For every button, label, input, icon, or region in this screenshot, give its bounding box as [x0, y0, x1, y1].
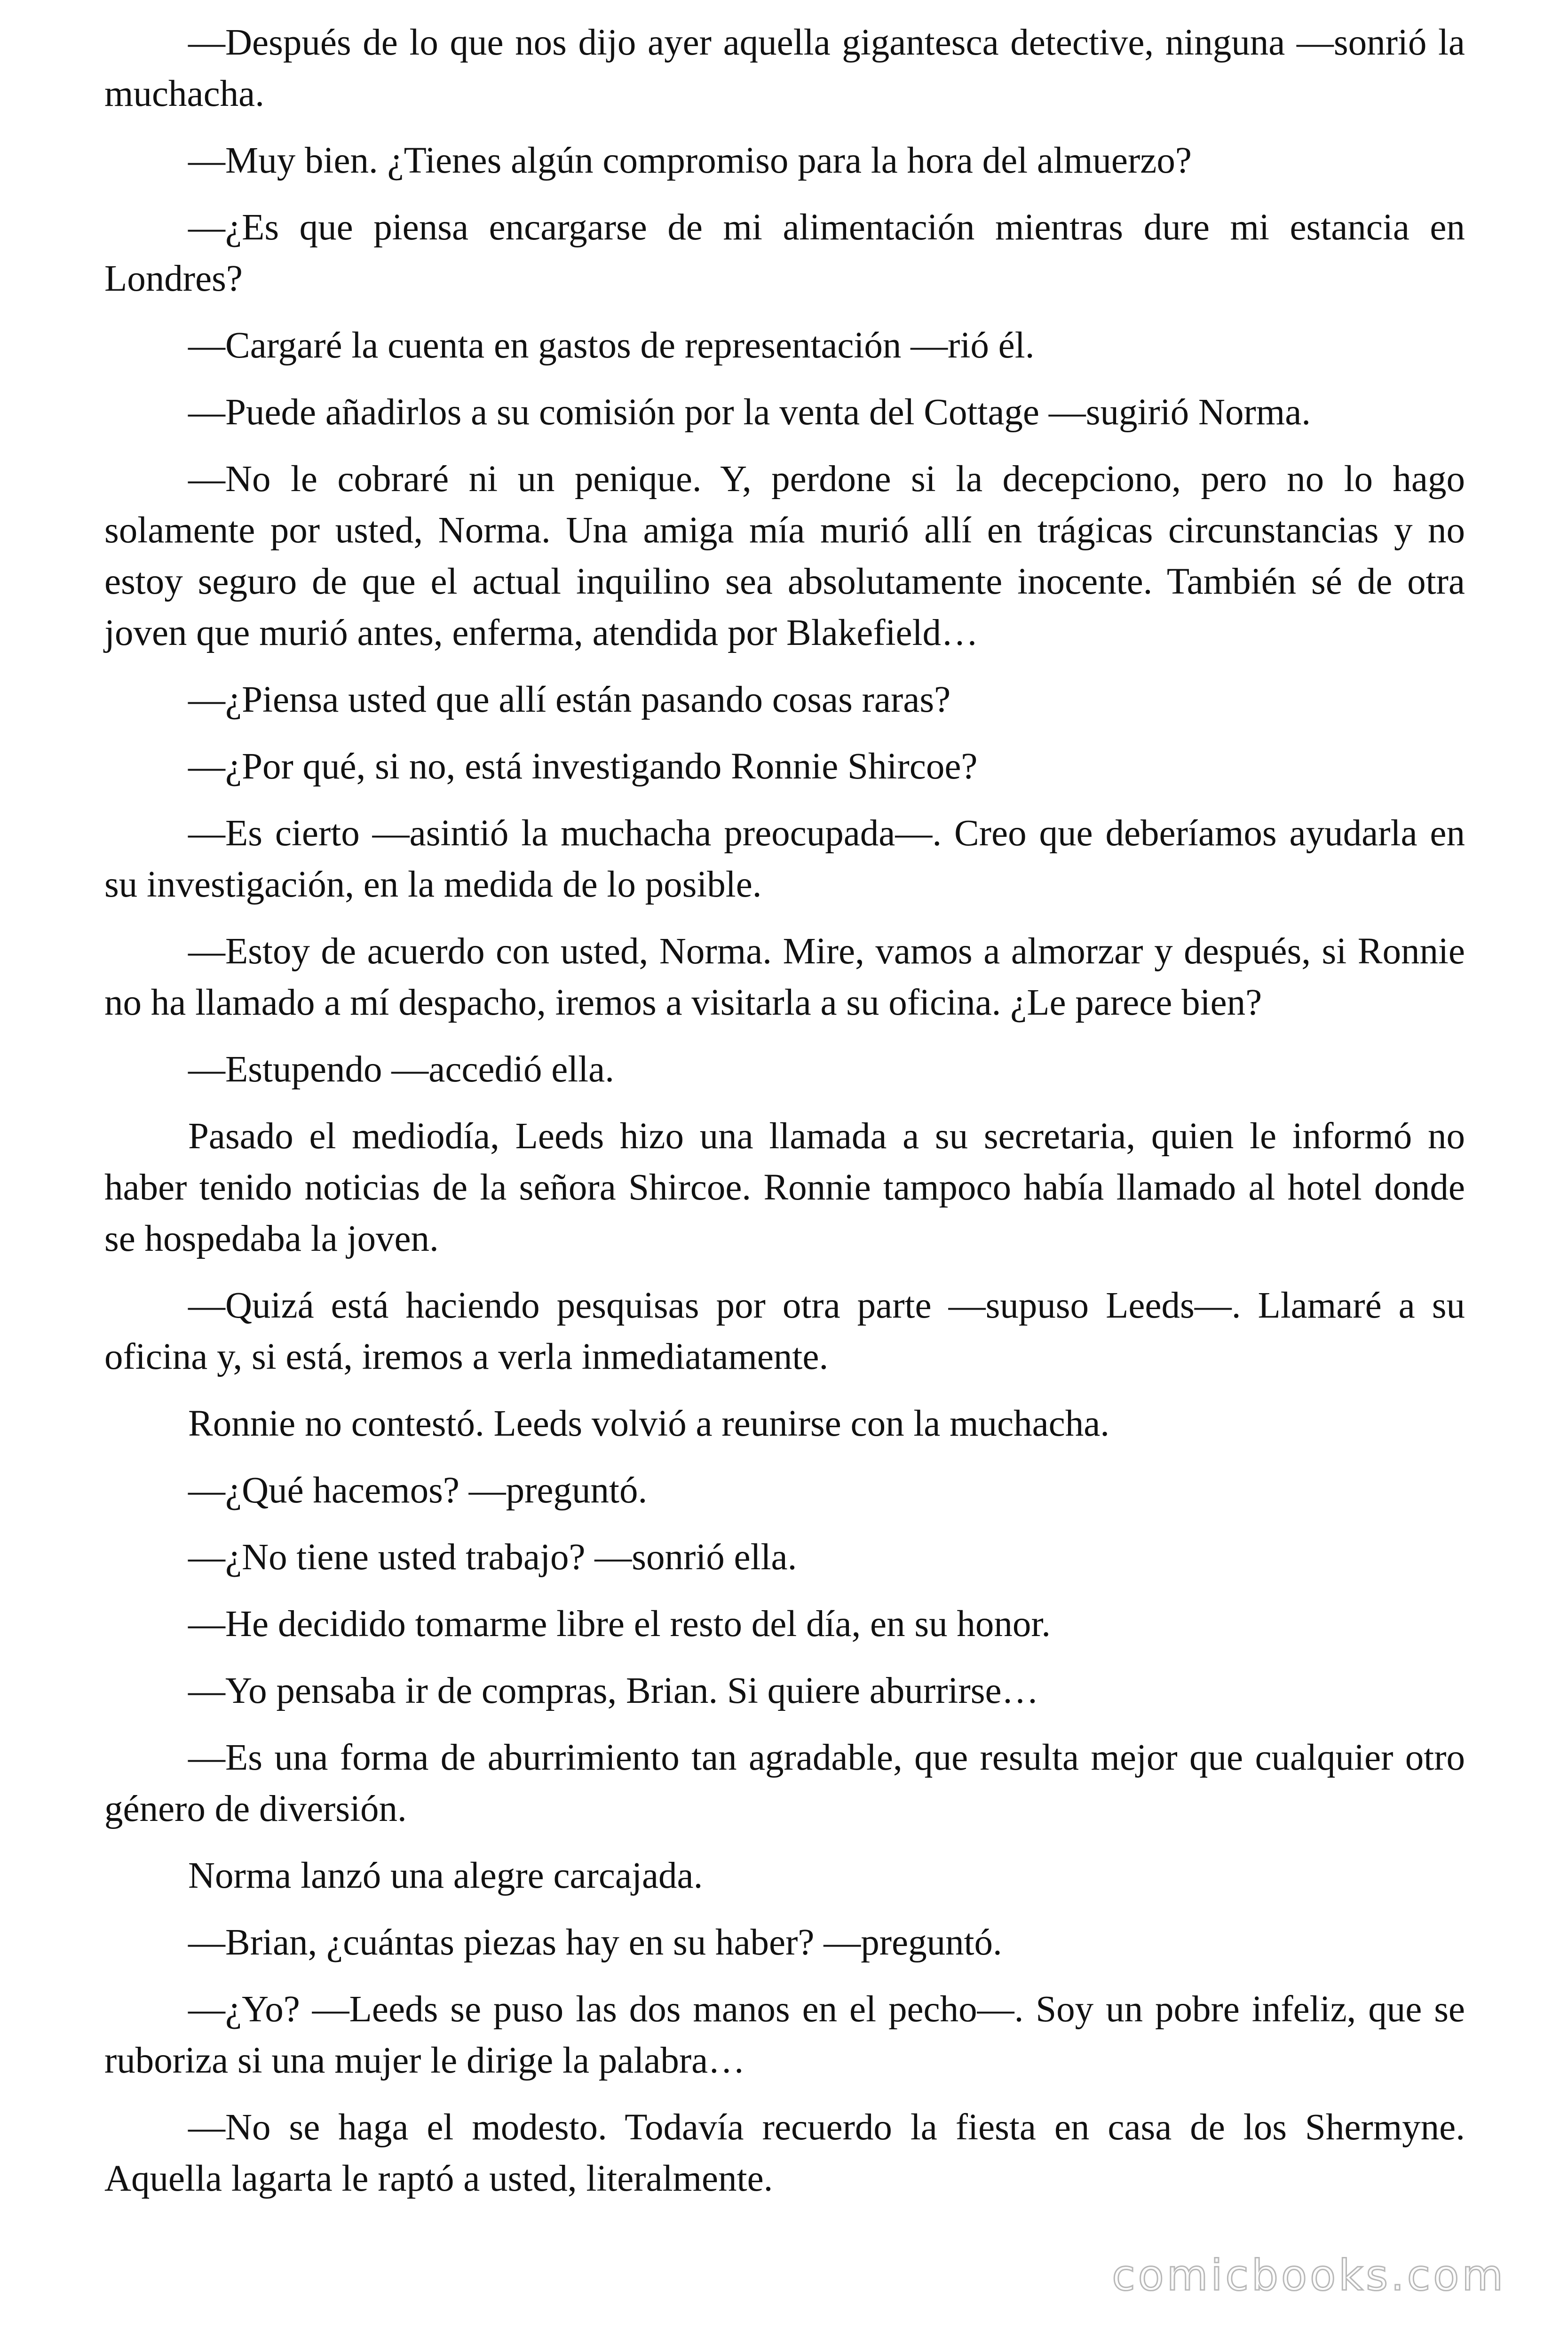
paragraph: —Después de lo que nos dijo ayer aquella gigantesca detective, ninguna —sonrió la muchacha.: [104, 22, 1465, 114]
paragraph: Norma lanzó una alegre carcajada.: [188, 1855, 703, 1896]
paragraph: —¿Qué hacemos? —preguntó.: [188, 1470, 648, 1511]
watermark: comicbooks.com: [1112, 2251, 1506, 2300]
paragraph: —Cargaré la cuenta en gastos de representación —rió él.: [188, 325, 1035, 366]
paragraph: —¿No tiene usted trabajo? —sonrió ella.: [188, 1537, 797, 1578]
paragraph: —Estoy de acuerdo con usted, Norma. Mire, vamos a almorzar y después, si Ronnie no ha llamado a mí despacho, iremos a visitarla a su oficina. ¿Le parece bien?: [104, 931, 1465, 1023]
paragraph: —Estupendo —accedió ella.: [188, 1049, 614, 1090]
paragraph: —He decidido tomarme libre el resto del día, en su honor.: [188, 1604, 1051, 1645]
paragraph: —¿Yo? —Leeds se puso las dos manos en el pecho—. Soy un pobre infeliz, que se ruboriza si una mujer le dirige la palabra…: [104, 1989, 1465, 2081]
paragraph: —Es una forma de aburrimiento tan agradable, que resulta mejor que cualquier otro género de diversión.: [104, 1737, 1465, 1829]
paragraph: —Yo pensaba ir de compras, Brian. Si quiere aburrirse…: [188, 1670, 1039, 1711]
paragraph: —Puede añadirlos a su comisión por la venta del Cottage —sugirió Norma.: [188, 392, 1311, 433]
paragraph: —¿Piensa usted que allí están pasando cosas raras?: [188, 679, 951, 720]
paragraph: —No se haga el modesto. Todavía recuerdo la fiesta en casa de los Shermyne. Aquella lagarta le raptó a usted, literalmente.: [104, 2107, 1465, 2199]
paragraph: —Es cierto —asintió la muchacha preocupada—. Creo que deberíamos ayudarla en su investigación, en la medida de lo posible.: [104, 813, 1465, 905]
paragraph: —¿Es que piensa encargarse de mi alimentación mientras dure mi estancia en Londres?: [104, 207, 1465, 299]
paragraph: —¿Por qué, si no, está investigando Ronnie Shircoe?: [188, 746, 978, 787]
paragraph: Ronnie no contestó. Leeds volvió a reunirse con la muchacha.: [188, 1403, 1110, 1444]
paragraph: —Quizá está haciendo pesquisas por otra parte —supuso Leeds—. Llamaré a su oficina y, si está, iremos a verla inmediatamente.: [104, 1285, 1465, 1377]
paragraph: —Muy bien. ¿Tienes algún compromiso para la hora del almuerzo?: [188, 140, 1192, 181]
paragraph: —No le cobraré ni un penique. Y, perdone si la decepciono, pero no lo hago solamente por usted, Norma. Una amiga mía murió allí en trágicas circunstancias y no estoy seguro de que el actual inquilino sea absolutamente inocente. También sé de otra joven que murió antes, enferma, atendida por Blakefield…: [104, 459, 1465, 653]
paragraph: Pasado el mediodía, Leeds hizo una llamada a su secretaria, quien le informó no haber tenido noticias de la señora Shircoe. Ronnie tampoco había llamado al hotel donde se hospedaba la joven.: [104, 1116, 1465, 1259]
paragraph: —Brian, ¿cuántas piezas hay en su haber? —preguntó.: [188, 1922, 1002, 1963]
body-text: [104, 17, 1465, 2220]
